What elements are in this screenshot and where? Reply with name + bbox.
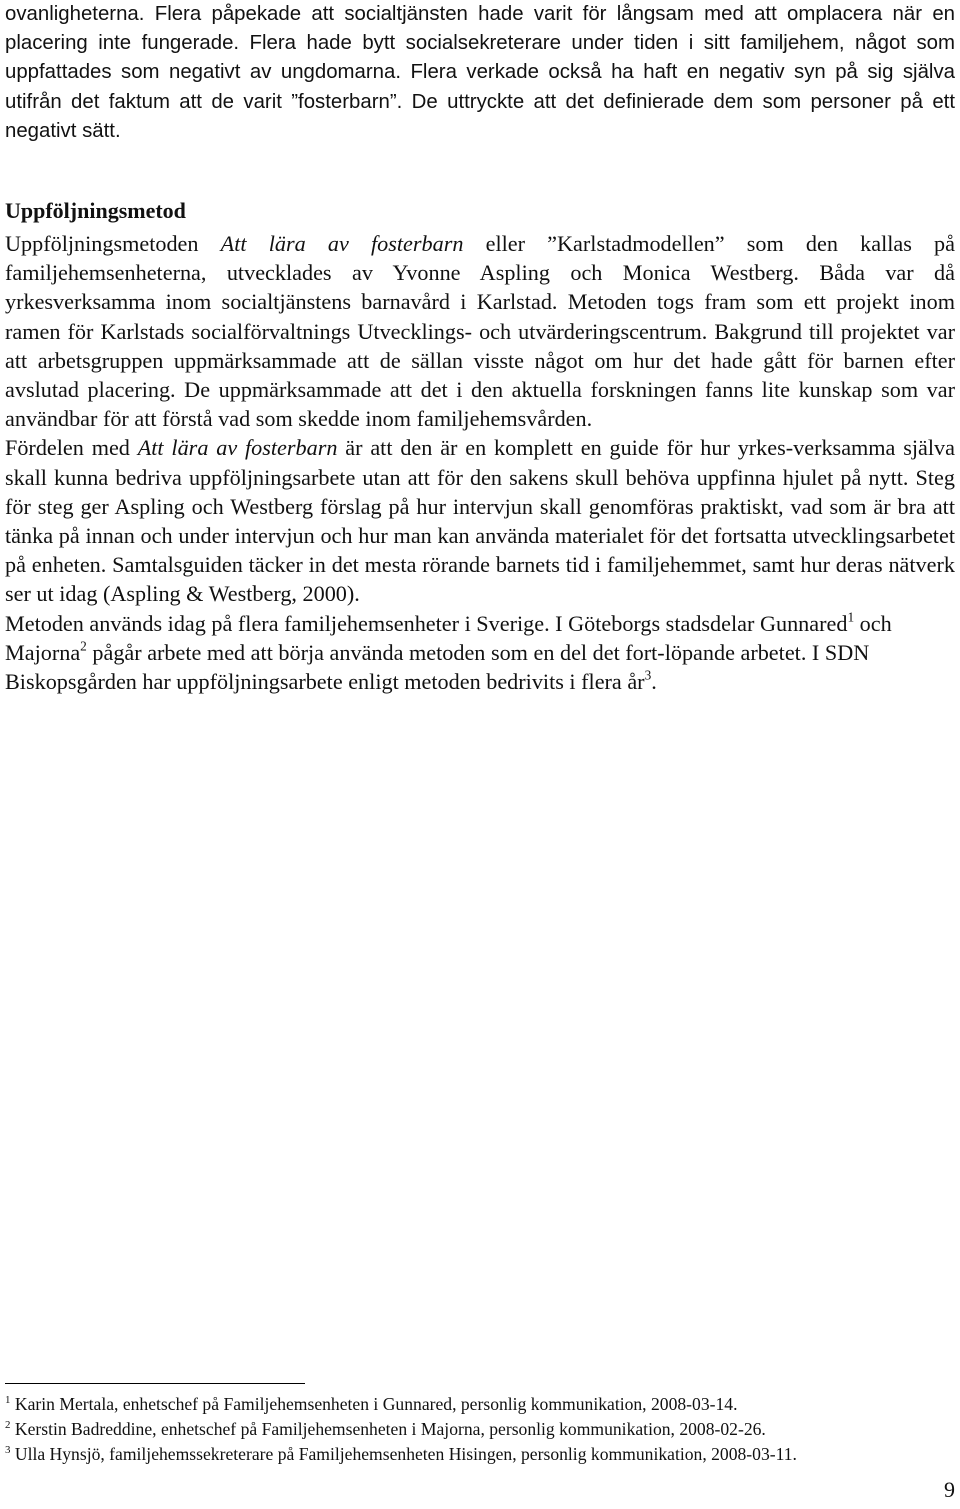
- page-number: 9: [944, 1477, 955, 1502]
- method-title-italic: Att lära av fosterbarn: [137, 435, 338, 461]
- paragraph-text: .: [651, 669, 657, 695]
- footnotes: [5, 1392, 955, 1467]
- footnote-text: Karin Mertala, enhetschef på Familjehemsenheten i Gunnared, personlig kommunikation, 2008-03-14.: [14, 1394, 738, 1414]
- section-body: [5, 229, 955, 696]
- paragraph-text: är att den är en komplett en guide för hur yrkes-verksamma själva skall kunna bedriva uppföljningsarbete utan att för den sakens skull behöva uppfinna hjulet på nytt. Steg för steg ger Aspling och Westberg förslag på hur intervjun skall genomföras praktiskt, vad som är bra att tänka på innan och under intervjun och hur man kan använda materialet för det fortsatta utvecklingsarbetet på enheten. Samtalsguiden täcker in det mesta rörande barnets tid i familjehemmet, samt hur deras nätverk ser ut idag (Aspling & Westberg, 2000).: [5, 435, 955, 607]
- method-title-italic: Att lära av fosterbarn: [220, 231, 464, 256]
- paragraph-method-advantages: [5, 433, 955, 608]
- footnote-ref-3[interactable]: 3: [644, 667, 652, 683]
- footnote-ref-2[interactable]: 2: [80, 638, 87, 654]
- footnote-2: [5, 1417, 955, 1442]
- intro-paragraph: [5, 0, 955, 146]
- footnote-3: [5, 1442, 955, 1467]
- paragraph-text: Uppföljningsmetoden: [5, 231, 221, 256]
- footnote-mark: 1: [5, 1393, 11, 1406]
- footnote-mark: 2: [5, 1418, 11, 1431]
- footnote-1: [5, 1392, 955, 1417]
- section-heading: Uppföljningsmetod: [5, 198, 186, 223]
- intro-text: ovanligheterna. Flera påpekade att socialtjänsten hade varit för långsam med att omplacera när en placering inte fungerade. Flera hade bytt socialsekreterare under tiden i sitt familjehem, något som uppfattades som negativt av ungdomarna. Flera verkade också ha haft en negativ syn på sig själva utifrån det faktum att de varit ”fosterbarn”. De uttryckte att det definierade dem som personer på ett negativt sätt.: [5, 3, 955, 142]
- paragraph-text: Fördelen med: [5, 435, 138, 461]
- footnote-ref-1[interactable]: 1: [847, 609, 855, 625]
- footnote-separator: [5, 1383, 305, 1384]
- paragraph-text: pågår arbete med att börja använda metoden som en del det fort-löpande arbetet. I SDN Biskopsgården har uppföljningsarbete enligt metoden bedrivits i flera år: [5, 639, 870, 695]
- paragraph-method-usage: [5, 609, 955, 697]
- footnote-mark: 3: [5, 1443, 11, 1456]
- paragraph-text: och Majorna: [5, 610, 892, 665]
- footnote-text: Ulla Hynsjö, familjehemssekreterare på Familjehemsenheten Hisingen, personlig kommunikation, 2008-03-11.: [14, 1444, 797, 1464]
- footnote-text: Kerstin Badreddine, enhetschef på Familjehemsenheten i Majorna, personlig kommunikation, 2008-02-26.: [14, 1419, 766, 1439]
- paragraph-text: eller ”Karlstadmodellen” som den kallas på familjehemsenheterna, utvecklades av Yvonne Aspling och Monica Westberg. Båda var då yrkesverksamma inom socialtjänstens barnavård i Karlstad. Metoden togs fram som ett projekt inom ramen för Karlstads socialförvaltnings Utvecklings- och utvärderingscentrum. Bakgrund till projektet var att arbetsgruppen uppmärksammade att de sällan visste något om hur det hade gått för barnen efter avslutad placering. De uppmärksammade att det i den aktuella forskningen fanns lite kunskap som var användbar för att förstå vad som skedde inom familjehemsvården.: [5, 231, 955, 432]
- paragraph-method-origin: [5, 229, 955, 433]
- paragraph-text: Metoden används idag på flera familjehemsenheter i Sverige. I Göteborgs stadsdelar Gunnared: [5, 610, 848, 636]
